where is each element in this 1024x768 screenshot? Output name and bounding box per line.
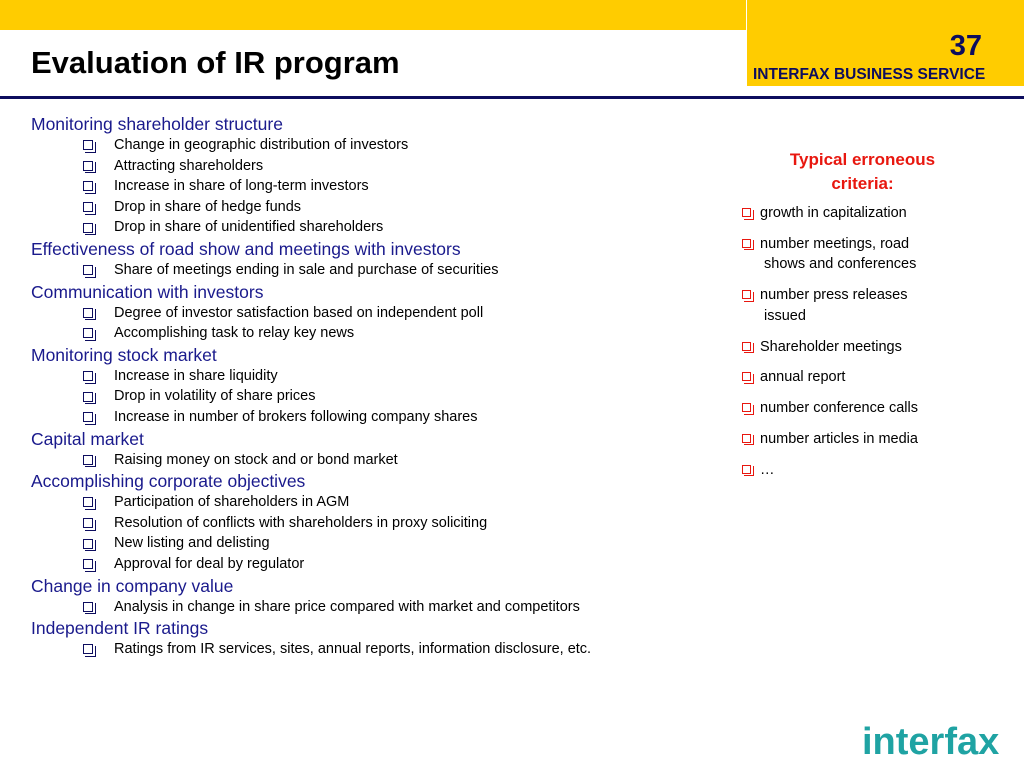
- list-item-text: Ratings from IR services, sites, annual reports, information disclosure, etc.: [114, 641, 592, 658]
- section-communication-with-investors: [31, 281, 721, 344]
- bullet-list: [31, 135, 721, 238]
- checkbox-bullet-icon: [742, 208, 751, 217]
- checkbox-bullet-icon: [83, 559, 93, 569]
- list-item-text: Drop in volatility of share prices: [114, 388, 316, 405]
- bullet-list: [31, 260, 721, 281]
- list-item: [83, 197, 721, 218]
- list-item-text: Analysis in change in share price compared with market and competitors: [114, 598, 580, 615]
- section-heading: Monitoring stock market: [31, 344, 217, 365]
- slide-number: 37: [949, 30, 982, 62]
- list-item: [83, 156, 721, 177]
- sidebar-title-line: Typical erroneous: [789, 150, 936, 169]
- checkbox-bullet-icon: [83, 455, 93, 465]
- checkbox-bullet-icon: [83, 371, 93, 381]
- bullet-list: [31, 303, 721, 344]
- company-tag: INTERFAX BUSINESS SERVICE: [753, 66, 986, 83]
- checkbox-bullet-icon: [83, 265, 93, 275]
- list-item: [83, 303, 721, 324]
- list-item: [83, 597, 721, 618]
- checkbox-bullet-icon: [83, 161, 93, 171]
- list-item: [83, 323, 721, 344]
- checkbox-bullet-icon: [742, 403, 751, 412]
- list-item: [83, 492, 721, 513]
- bullet-list: [31, 366, 721, 428]
- list-item-text: Change in geographic distribution of investors: [114, 137, 409, 153]
- title-divider: [0, 96, 1024, 99]
- checkbox-bullet-icon: [83, 539, 93, 549]
- checkbox-bullet-icon: [83, 602, 93, 612]
- sidebar-item: [740, 203, 1000, 224]
- sidebar-list: [740, 203, 1000, 480]
- interfax-logo: [860, 708, 1016, 766]
- list-item-text: Accomplishing task to relay key news: [114, 325, 355, 342]
- section-heading: Monitoring shareholder structure: [31, 114, 283, 134]
- list-item-text: Attracting shareholders: [114, 157, 264, 174]
- list-item: [83, 639, 721, 660]
- sidebar-item-text: …: [760, 461, 775, 478]
- section-monitoring-shareholder-structure: [31, 113, 721, 238]
- list-item: [83, 554, 721, 575]
- sidebar-item-text-continued: issued: [764, 307, 806, 324]
- checkbox-bullet-icon: [83, 644, 93, 654]
- sidebar-item-text: number articles in media: [760, 430, 918, 447]
- page-title: Evaluation of IR program: [31, 45, 400, 80]
- list-item-text: New listing and delisting: [114, 535, 270, 552]
- checkbox-bullet-icon: [83, 497, 93, 507]
- section-corporate-objectives: [31, 470, 721, 574]
- sidebar-title: [740, 148, 985, 196]
- erroneous-criteria-sidebar: [740, 148, 1000, 490]
- bullet-list: [31, 639, 721, 660]
- section-heading: Independent IR ratings: [31, 618, 209, 639]
- list-item-text: Degree of investor satisfaction based on independent poll: [114, 304, 484, 321]
- checkbox-bullet-icon: [742, 239, 751, 248]
- section-monitoring-stock-market: [31, 344, 721, 428]
- list-item: [83, 176, 721, 197]
- checkbox-bullet-icon: [742, 372, 751, 381]
- list-item-text: Approval for deal by regulator: [114, 555, 305, 572]
- checkbox-bullet-icon: [742, 342, 751, 351]
- sidebar-item: [740, 285, 1000, 326]
- section-independent-ir-ratings: [31, 617, 721, 660]
- list-item-text: Increase in number of brokers following company shares: [114, 408, 478, 425]
- list-item: [83, 135, 721, 156]
- list-item: [83, 407, 721, 428]
- list-item: [83, 366, 721, 387]
- list-item-text: Share of meetings ending in sale and purchase of securities: [114, 261, 499, 278]
- section-company-value: [31, 575, 721, 618]
- section-heading: Accomplishing corporate objectives: [31, 471, 306, 492]
- bullet-list: [31, 492, 721, 574]
- header-band: [0, 0, 746, 30]
- sidebar-item-text-continued: shows and conferences: [764, 256, 917, 273]
- list-item-text: Increase in share of long-term investors: [114, 178, 369, 195]
- checkbox-bullet-icon: [742, 465, 751, 474]
- sidebar-item-text: annual report: [760, 369, 846, 386]
- list-item-text: Drop in share of hedge funds: [114, 198, 302, 215]
- bullet-list: [31, 450, 721, 471]
- sidebar-item-text: number conference calls: [760, 400, 918, 417]
- section-heading: Effectiveness of road show and meetings with investors: [31, 238, 461, 259]
- section-capital-market: [31, 428, 721, 471]
- checkbox-bullet-icon: [742, 290, 751, 299]
- bullet-list: [31, 597, 721, 618]
- list-item: [83, 386, 721, 407]
- section-heading: Capital market: [31, 428, 144, 449]
- list-item-text: Raising money on stock and or bond market: [114, 451, 398, 468]
- sidebar-item: [740, 367, 1000, 388]
- checkbox-bullet-icon: [83, 412, 93, 422]
- sidebar-item: [740, 398, 1000, 419]
- checkbox-bullet-icon: [83, 308, 93, 318]
- list-item: [83, 260, 721, 281]
- criteria-content: [31, 113, 721, 660]
- checkbox-bullet-icon: [83, 328, 93, 338]
- list-item-text: Resolution of conflicts with shareholders in proxy soliciting: [114, 514, 488, 531]
- sidebar-title-line: criteria:: [831, 174, 894, 193]
- list-item: [83, 450, 721, 471]
- checkbox-bullet-icon: [83, 140, 93, 150]
- sidebar-item-text: number press releases: [760, 287, 908, 304]
- checkbox-bullet-icon: [83, 202, 93, 212]
- sidebar-item: [740, 429, 1000, 450]
- sidebar-item: [740, 234, 1000, 275]
- sidebar-item-text: growth in capitalization: [760, 205, 907, 221]
- section-heading: Change in company value: [31, 575, 234, 596]
- list-item: [83, 513, 721, 534]
- checkbox-bullet-icon: [83, 392, 93, 402]
- sidebar-item-text: number meetings, road: [760, 235, 910, 252]
- sidebar-item-text: Shareholder meetings: [760, 338, 902, 355]
- list-item-text: Participation of shareholders in AGM: [114, 494, 350, 511]
- list-item: [83, 533, 721, 554]
- sidebar-item: [740, 337, 1000, 358]
- checkbox-bullet-icon: [83, 518, 93, 528]
- list-item-text: Increase in share liquidity: [114, 367, 278, 384]
- section-heading: Communication with investors: [31, 281, 264, 302]
- list-item: [83, 217, 721, 238]
- logo-text: interfax: [862, 721, 1000, 763]
- checkbox-bullet-icon: [83, 181, 93, 191]
- sidebar-item: [740, 460, 1000, 481]
- checkbox-bullet-icon: [742, 434, 751, 443]
- section-road-show-effectiveness: [31, 238, 721, 281]
- list-item-text: Drop in share of unidentified shareholders: [114, 219, 384, 236]
- checkbox-bullet-icon: [83, 223, 93, 233]
